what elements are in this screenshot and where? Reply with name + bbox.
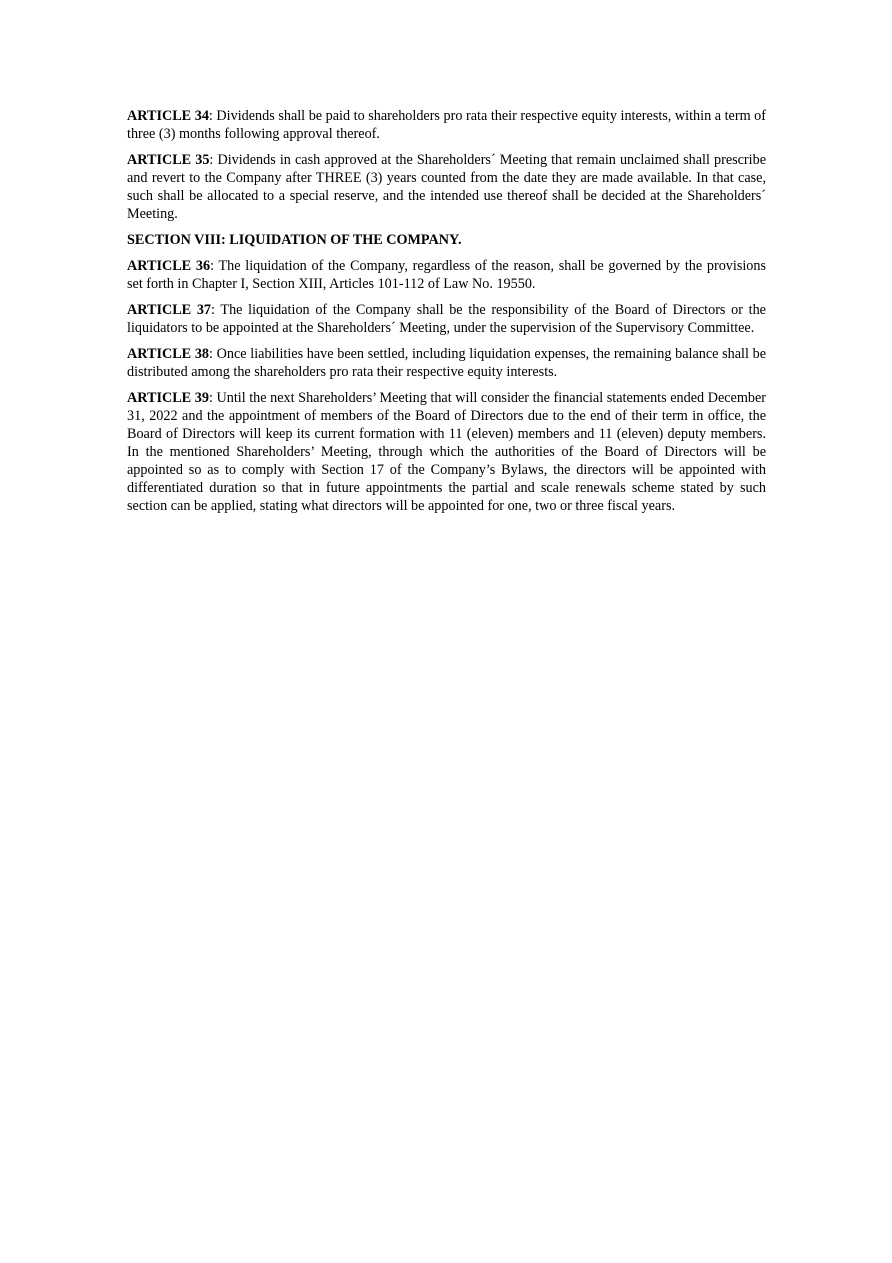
article-text: : Once liabilities have been settled, including liquidation expenses, the remaining balance shall be distributed among the shareholders pro rata their respective equity interests. — [127, 346, 766, 380]
article-text: : Dividends in cash approved at the Shareholders´ Meeting that remain unclaimed shall prescribe and revert to the Company after THREE (3) years counted from the date they are made available. In that case, such shall be allocated to a special reserve, and the intended use thereof shall be decided at the Shareholders´ Meeting. — [127, 152, 766, 222]
article-38 — [127, 345, 766, 381]
article-label: ARTICLE 38 — [127, 346, 210, 362]
article-text: : Until the next Shareholders’ Meeting that will consider the financial statements ended December 31, 2022 and the appointment of members of the Board of Directors due to the end of their term in office, the Board of Directors will keep its current formation with 11 (eleven) members and 11 (eleven) deputy members. In the mentioned Shareholders’ Meeting, through which the authorities of the Board of Directors will be appointed so as to comply with Section 17 of the Company’s Bylaws, the directors will be appointed with differentiated duration so that in future appointments the partial and scale renewals scheme stated by such section can be applied, stating what directors will be appointed for one, two or three fiscal years. — [127, 390, 766, 514]
article-label: ARTICLE 37 — [127, 302, 212, 318]
article-label: ARTICLE 36 — [127, 258, 211, 274]
article-label: ARTICLE 35 — [127, 152, 210, 168]
article-37 — [127, 301, 766, 337]
article-label: ARTICLE 34 — [127, 108, 209, 124]
article-39 — [127, 389, 766, 515]
section-heading: SECTION VIII: LIQUIDATION OF THE COMPANY. — [127, 232, 462, 248]
article-34 — [127, 107, 766, 143]
article-label: ARTICLE 39 — [127, 390, 209, 406]
article-text: : The liquidation of the Company, regardless of the reason, shall be governed by the provisions set forth in Chapter I, Section XIII, Articles 101-112 of Law No. 19550. — [127, 258, 767, 292]
article-text: : Dividends shall be paid to shareholders pro rata their respective equity interests, within a term of three (3) months following approval thereof. — [127, 108, 767, 142]
article-36 — [127, 257, 766, 293]
article-text: : The liquidation of the Company shall be the responsibility of the Board of Directors or the liquidators to be appointed at the Shareholders´ Meeting, under the supervision of the Supervisory Committee. — [127, 302, 766, 336]
article-35 — [127, 151, 766, 223]
document-body — [127, 107, 766, 523]
